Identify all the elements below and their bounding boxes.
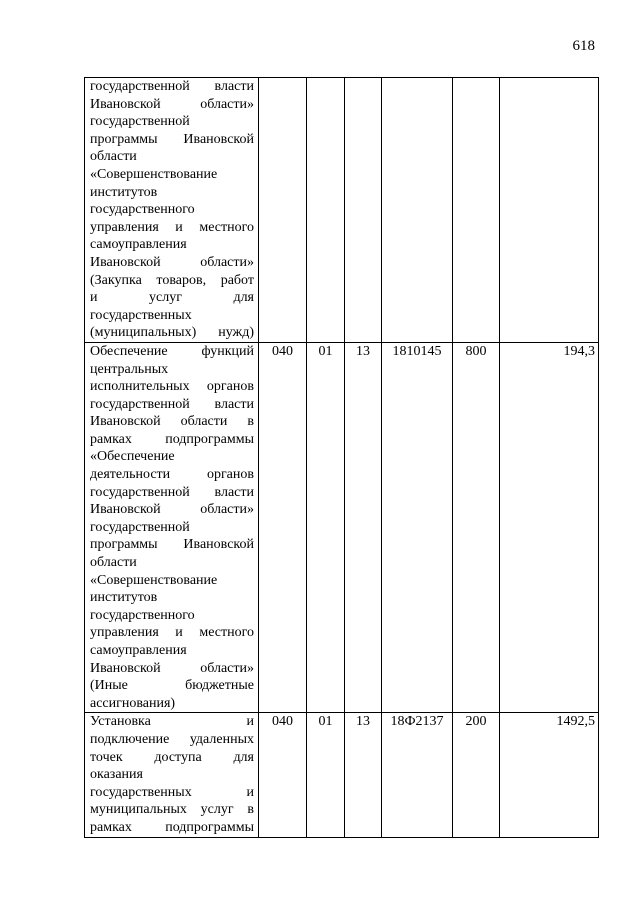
table-row: [85, 342, 599, 712]
description-line: деятельности органов: [90, 467, 254, 483]
description-line: программы Ивановской: [90, 131, 254, 147]
description-line: подключение удаленных: [90, 731, 254, 747]
description-line: институтов: [90, 184, 158, 200]
amount: 194,3: [500, 342, 599, 712]
description-line: «Обеспечение: [90, 449, 175, 465]
description-line: муниципальных услуг в: [90, 802, 254, 818]
description-line: (Закупка товаров, работ: [90, 272, 254, 288]
description-line: Установка и: [90, 714, 254, 730]
description-line: Ивановской области в: [90, 414, 254, 430]
description-line: (Иные бюджетные: [90, 678, 254, 694]
description-line: «Совершенствование: [90, 572, 218, 588]
description-line: самоуправления: [90, 237, 187, 253]
description-line: исполнительных органов: [90, 379, 254, 395]
description-line: центральных: [90, 361, 169, 377]
amount: [500, 78, 599, 343]
description-line: рамках подпрограммы: [90, 431, 254, 447]
description-line: государственной власти: [90, 396, 254, 412]
amount: 1492,5: [500, 713, 599, 837]
description-line: управления и местного: [90, 219, 254, 235]
description-line: Обеспечение функций: [90, 343, 254, 359]
subsection-code: [345, 78, 382, 343]
description-line: государственных и: [90, 784, 254, 800]
row-description: [85, 713, 259, 837]
description-line: точек доступа для: [90, 749, 254, 765]
target-code: [382, 78, 453, 343]
description-line: Ивановской области»: [90, 502, 254, 518]
description-line: и услуг для: [90, 290, 254, 306]
ministry-code: 040: [259, 713, 307, 837]
expense-type-code: 800: [453, 342, 500, 712]
section-code: 01: [307, 713, 345, 837]
subsection-code: 13: [345, 713, 382, 837]
description-line: ассигнования): [90, 695, 176, 711]
description-line: государственной: [90, 114, 190, 130]
row-description: [85, 342, 259, 712]
target-code: 1810145: [382, 342, 453, 712]
expense-type-code: 200: [453, 713, 500, 837]
description-line: рамках подпрограммы: [90, 819, 254, 835]
section-code: 01: [307, 342, 345, 712]
budget-table: [84, 77, 599, 838]
expense-type-code: [453, 78, 500, 343]
page-number: 618: [572, 38, 595, 54]
ministry-code: [259, 78, 307, 343]
section-code: [307, 78, 345, 343]
description-line: Ивановской области»: [90, 660, 254, 676]
description-line: области: [90, 149, 137, 165]
ministry-code: 040: [259, 342, 307, 712]
description-line: программы Ивановской: [90, 537, 254, 553]
table-row: [85, 78, 599, 343]
description-line: «Совершенствование: [90, 166, 218, 182]
description-line: области: [90, 555, 137, 571]
description-line: управления и местного: [90, 625, 254, 641]
description-line: государственной: [90, 519, 190, 535]
description-line: государственного: [90, 202, 195, 218]
description-line: институтов: [90, 590, 158, 606]
table-row: [85, 713, 599, 837]
description-line: государственных: [90, 307, 192, 323]
description-line: государственной власти: [90, 484, 254, 500]
description-line: государственной власти: [90, 79, 254, 94]
description-line: самоуправления: [90, 643, 187, 658]
description-line: Ивановской области»: [90, 254, 254, 270]
target-code: 18Ф2137: [382, 713, 453, 837]
description-line: оказания: [90, 767, 143, 783]
subsection-code: 13: [345, 342, 382, 712]
row-description: [85, 78, 259, 343]
description-line: государственного: [90, 607, 195, 623]
description-line: (муниципальных) нужд): [90, 325, 254, 341]
description-line: Ивановской области»: [90, 96, 254, 112]
